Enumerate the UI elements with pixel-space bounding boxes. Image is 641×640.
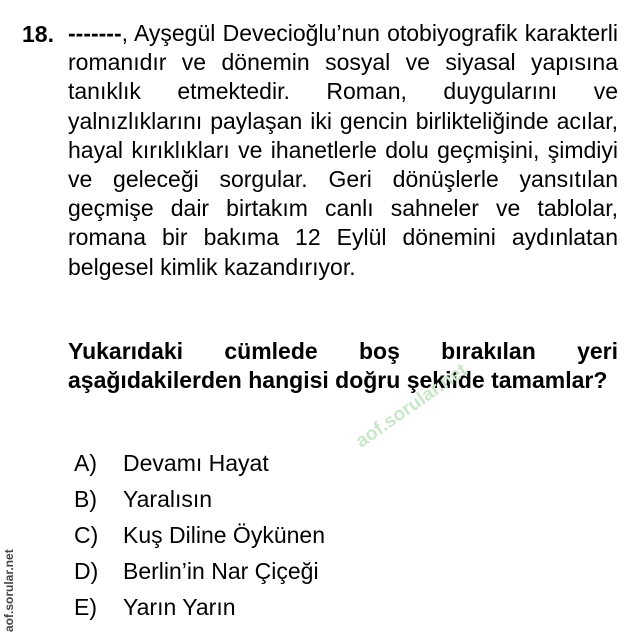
question-prompt: Yukarıdaki cümlede boş bırakılan yeri aşağıdakilerden hangisi doğru şekilde tamamlar?	[68, 338, 618, 393]
option-text: Berlin’in Nar Çiçeği	[123, 557, 319, 584]
option-text: Devamı Hayat	[123, 449, 269, 476]
site-watermark: aof.sorular.net	[352, 359, 472, 453]
option-text: Yarın Yarın	[123, 593, 236, 620]
option-d[interactable]	[74, 553, 325, 589]
option-c[interactable]	[74, 517, 325, 553]
answer-options	[74, 445, 325, 625]
blank-placeholder: -------	[68, 20, 122, 46]
option-letter: C)	[74, 521, 99, 548]
option-a[interactable]	[74, 445, 325, 481]
option-letter: A)	[74, 449, 97, 476]
option-letter: B)	[74, 485, 97, 512]
question-number: 18.	[22, 21, 54, 47]
question-passage	[68, 19, 618, 282]
option-letter: E)	[74, 593, 97, 620]
option-b[interactable]	[74, 481, 325, 517]
side-watermark: aof.sorular.net	[2, 549, 16, 632]
passage-text: , Ayşegül Devecioğlu’nun otobiyografik karakterli romanıdır ve dönemin sosyal ve siyasal yapısına tanıklık etmektedir. Roman, duygularını ve yalnızlıklarını paylaşan iki gencin birlikteliğinde acılar, hayal kırıklıkları ve ihanetlerle dolu geçmişini, şimdiyi ve geleceği sorgular. Geri dönüşlerle yansıtılan geçmişe dair birtakım canlı sahneler ve tablolar, romana bir bakıma 12 Eylül dönemini aydınlatan belgesel kimlik kazandırıyor.	[68, 20, 618, 280]
option-text: Yaralısın	[123, 485, 213, 512]
option-e[interactable]	[74, 589, 325, 625]
option-letter: D)	[74, 557, 99, 584]
option-text: Kuş Diline Öykünen	[123, 521, 325, 548]
